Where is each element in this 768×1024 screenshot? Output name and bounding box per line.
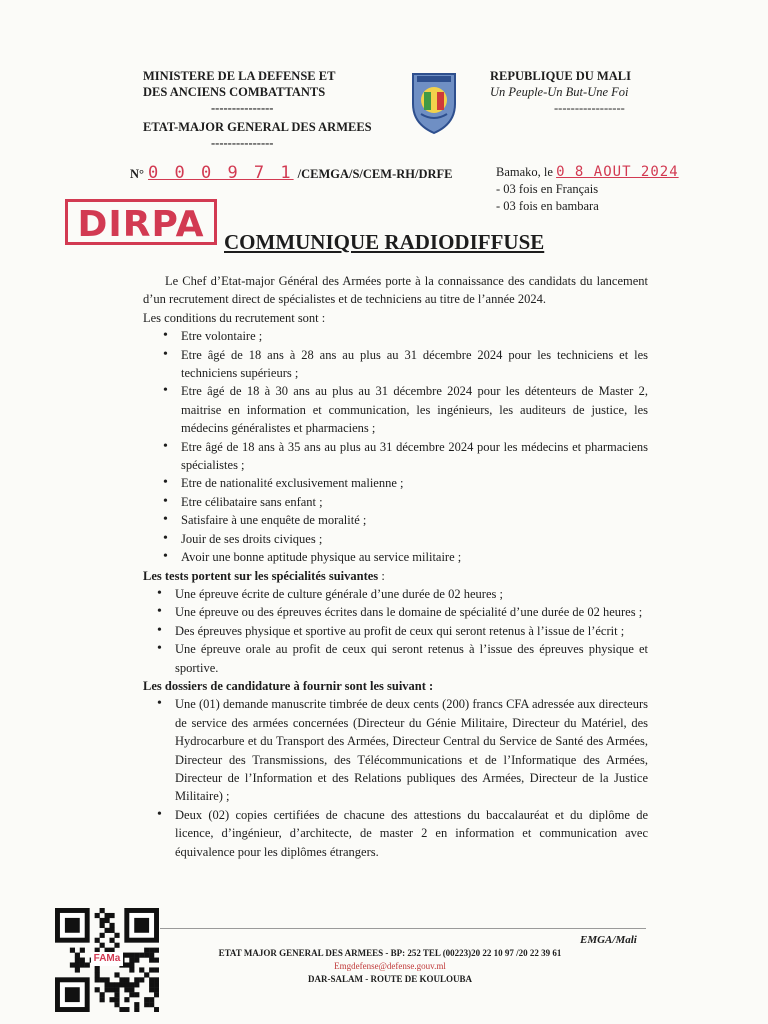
reference-prefix: N° <box>130 167 145 181</box>
conditions-list <box>149 327 648 566</box>
ministry-line-1: MINISTERE DE LA DEFENSE ET <box>143 69 336 83</box>
date-stamp: 0 8 AOUT 2024 <box>556 164 679 180</box>
list-item: • Une épreuve ou des épreuves écrites dans le domaine de spécialité d’une durée de 02 heures ; <box>143 603 648 621</box>
list-item: • Etre âgé de 18 à 30 ans au plus au 31 décembre 2024 pour les détenteurs de Master 2, maitrise en information et communication, les ingénieurs, les auditeurs de justice, les médecins généralistes et pharmaciens ; <box>149 382 648 437</box>
tests-heading-colon: : <box>378 568 385 583</box>
header-separator: --------------- <box>211 101 274 115</box>
tests-heading-line <box>143 567 648 585</box>
document-body <box>143 272 648 861</box>
list-item: • Jouir de ses droits civiques ; <box>149 530 648 548</box>
list-item: • Etre célibataire sans enfant ; <box>149 493 648 511</box>
header-separator: ----------------- <box>554 101 625 115</box>
footer-divider <box>160 928 646 929</box>
dossiers-heading: Les dossiers de candidature à fournir sont les suivant : <box>143 678 434 693</box>
list-item: • Etre âgé de 18 ans à 28 ans au plus au 31 décembre 2024 pour les techniciens et les techniciens supérieurs ; <box>149 346 648 383</box>
ministry-header <box>143 68 393 151</box>
dossiers-list <box>143 695 648 861</box>
qr-label: FAMa <box>91 952 123 966</box>
ministry-line-3: ETAT-MAJOR GENERAL DES ARMEES <box>143 120 372 134</box>
army-emblem-icon <box>407 70 461 136</box>
signature-tag: EMGA/Mali <box>580 934 637 946</box>
republic-name: REPUBLIQUE DU MALI <box>490 69 631 83</box>
footer-location: DAR-SALAM - ROUTE DE KOULOUBA <box>307 974 472 984</box>
list-item: • Des épreuves physique et sportive au profit de ceux qui seront retenus à l’issue de l’écrit ; <box>143 622 648 640</box>
tests-heading: Les tests portent sur les spécialités suivantes <box>143 568 379 583</box>
dirpa-stamp: DIRPA <box>65 199 217 245</box>
republic-header <box>490 68 660 116</box>
list-item: • Avoir une bonne aptitude physique au service militaire ; <box>149 548 648 566</box>
broadcast-french: - 03 fois en Français <box>496 182 599 196</box>
republic-motto: Un Peuple-Un But-Une Foi <box>490 85 629 99</box>
reference-suffix: /CEMGA/S/CEM-RH/DRFE <box>297 167 453 181</box>
list-item: • Etre volontaire ; <box>149 327 648 345</box>
intro-paragraph: Le Chef d’Etat-major Général des Armées porte à la connaissance des candidats du lancement d’un recrutement direct de spécialistes et de techniciens au titre de l’année 2024. <box>143 274 648 307</box>
list-item: • Une épreuve orale au profit de ceux qui seront retenus à l’issue des épreuves physique et sportive. <box>143 640 648 677</box>
tests-list <box>143 585 648 677</box>
date-place: Bamako, le <box>496 165 553 179</box>
list-item: • Une (01) demande manuscrite timbrée de deux cents (200) francs CFA adressée aux directeurs de service des armées concernées (Directeur du Génie Militaire, Directeur du Matériel, des Hydrocarbure et du Transport des Armées, Directeur Central du Service de Santé des Armées, Directeur des Transmissions, des Télécommunications et de l’Informatique des Armées, Directeur de l’Information et des Relations publiques des Armées, Directeur de la Justice Militaire) ; <box>143 695 648 805</box>
list-item: • Etre âgé de 18 ans à 35 ans au plus au 31 décembre 2024 pour les médecins et pharmaciens spécialistes ; <box>149 438 648 475</box>
ministry-line-2: DES ANCIENS COMBATTANTS <box>143 85 326 99</box>
document-title: COMMUNIQUE RADIODIFFUSE <box>224 230 545 254</box>
conditions-heading: Les conditions du recrutement sont : <box>143 310 326 325</box>
footer-address: ETAT MAJOR GENERAL DES ARMEES - BP: 252 TEL (00223)20 22 10 97 /20 22 39 61 <box>218 948 562 958</box>
header-separator: --------------- <box>211 136 274 150</box>
list-item: • Etre de nationalité exclusivement malienne ; <box>149 474 648 492</box>
reference-line <box>130 163 452 183</box>
qr-code-icon <box>55 908 159 1012</box>
list-item: • Deux (02) copies certifiées de chacune des attestions du baccalauréat et du diplôme de licence, d’ingénieur, d’architecte, de master 2 en information et communication avec équivalence pour les diplômes étrangers. <box>143 806 648 861</box>
date-block <box>496 164 679 215</box>
list-item: • Une épreuve écrite de culture générale d’une durée de 02 heures ; <box>143 585 648 603</box>
list-item: • Satisfaire à une enquête de moralité ; <box>149 511 648 529</box>
broadcast-bambara: - 03 fois en bambara <box>496 199 599 213</box>
reference-number: 0 0 0 9 7 1 <box>148 163 294 183</box>
footer-email: Emgdefense@defense.gouv.ml <box>334 961 446 971</box>
